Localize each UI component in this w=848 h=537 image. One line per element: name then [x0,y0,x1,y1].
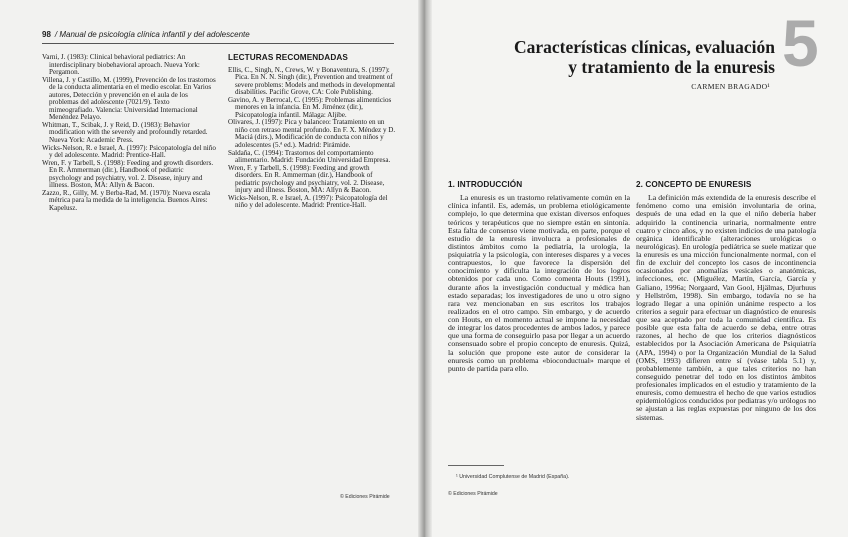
body-column-1 [448,181,630,373]
reading-item: Saldaña, C. (1994): Trastornos del comportamiento alimentario. Madrid: Fundación Universidad Empresa. [228,148,391,165]
reference-item: Wren, F. y Tarbell, S. (1998): Feeding and growth disorders. En R. Ammerman (dir.), Handbook of pediatric psychology and psychiatry, vol. 2. Disease, injury and illness. Boston, MA: Allyn & Bacon. [42,158,214,190]
section-1-heading: 1. INTRODUCCIÓN [448,180,523,189]
running-head [42,30,250,39]
chapter-number: 5 [782,6,819,80]
page-number: 98 [42,30,51,39]
reading-item: Ellis, C., Singh, N., Crews, W. y Bonaventura, S. (1997): Pica. En N. N. Singh (dir.), Prevention and treatment of severe problems: Models and methods in developmental disabilities. Pacific Grove, CA: Cole Publishing. [228,65,395,97]
section-2-paragraph: La definición más extendida de la enuresis describe el fenómeno como una emisión involuntaria de orina, después de una edad en la que el niño debería haber adquirido la continencia urinaria, normalmente entre cuatro y cinco años, y no existen indicios de una patología orgánica identificable (alteraciones urológicas o neurológicas). En urología pediátrica se suele matizar que la enuresis es una micción funcionalmente normal, con el fin de excluir del concepto los casos de incontinencia ocasionados por anomalías vesicales o anatómicas, infecciones, etc. (Miguélez, Martín, García, García y Galiano, 1996a; Norgaard, Van Gool, Hjälmas, Djurhuus y Hellström, 1998). Sin embargo, todavía no se ha logrado llegar a una opinión unánime respecto a los criterios a seguir para efectuar un diagnóstico de enuresis que sea aceptado por toda la comunidad científica. Es posible que esta falta de acuerdo se deba, entre otras razones, al hecho de que los criterios diagnósticos establecidos por la Asociación Americana de Psiquiatría (APA, 1994) o por la Organización Mundial de la Salud (OMS, 1993) difieren entre sí (véase tabla 5.1) y, probablemente también, a que tales criterios no han conseguido penetrar del todo en los distintos ámbitos profesionales implicados en el estudio y tratamiento de la enuresis, como demuestra el hecho de que varios estudios epidemiológicos conducidos por pediatras y/o urólogos no se ajustan a las reglas expuestas por ninguno de los dos sistemas. [636,193,816,422]
reference-item: Villena, J. y Castillo, M. (1999), Prevención de los trastornos de la conducta alimentaria en el medio escolar. En Varios autores, Detección y prevención en el aula de los problemas del adolescente (7021/9). Texto mimeografiado. Valencia: Universidad Internacional Menéndez Pelayo. [42,75,216,122]
body-column-2 [636,181,816,422]
footnote: ¹ Universidad Complutense de Madrid (España). [456,474,570,480]
section-1-paragraph: La enuresis es un trastorno relativamente común en la clínica infantil. Es, además, un problema etiológicamente complejo, lo que determina que existan diversos enfoques teóricos y terapéuticos que no siempre están en sintonía. Esta falta de consenso viene motivada, en parte, porque el estudio de la enuresis involucra a profesionales de distintos ámbitos como la pediatría, la urología, la psiquiatría y la psicología, con intereses dispares y a veces contrapuestos, lo que favorece la dispersión del conocimiento y dificulta la integración de los logros obtenidos por cada uno. Como comenta Houts (1991), durante años la investigación conductual y médica han estado separadas; los investigadores de uno u otro signo rara vez mencionaban en sus escritos los trabajos realizados en el otro campo. Sin embargo, y de acuerdo con Houts, en el momento actual se impone la necesidad de integrar los datos procedentes de ambos lados, y parece que una forma de conseguirlo pasa por llegar a un acuerdo consensuado sobre el propio concepto de enuresis. Quizá, la solución que propone este autor de considerar la enuresis como un problema «bioconductual» marque el punto de partida para ello. [448,193,630,373]
running-title: / Manual de psicología clínica infantil y del adolescente [54,30,250,39]
footnote-rule [448,465,504,466]
reference-item: Zazzo, R., Gilly, M. y Berba-Rad, M. (1970): Nueva escala métrica para la medida de la inteligencia. Buenos Aires: Kapelusz. [42,188,211,212]
header-rule [42,43,394,44]
publisher-mark-right: © Ediciones Pirámide [448,491,498,497]
publisher-mark-left: © Ediciones Pirámide [340,494,390,500]
chapter-title-line-1: Características clínicas, evaluación [514,37,775,57]
chapter-title [514,37,775,77]
references-column-2 [228,54,396,210]
reading-item: Wicks-Nelson, R. e Israel, A. (1997): Psicopatología del niño y del adolescente. Madrid: Prentice-Hall. [228,193,388,210]
reading-item: Olivares, J. (1997): Pica y balanceo: Tratamiento en un niño con retraso mental profundo. En F. X. Méndez y D. Maciá (dirs.), Modificación de conducta con niños y adolescentes (5.ª ed.). Madrid: Pirámide. [228,118,396,150]
chapter-title-line-2: y tratamiento de la enuresis [568,57,775,77]
chapter-author: CARMEN BRAGADO¹ [691,82,770,91]
reference-item: Wicks-Nelson, R. e Israel, A. (1997): Psicopatología del niño y del adolescente. Madrid: Prentice-Hall. [42,143,216,160]
section-2-heading: 2. CONCEPTO DE ENURESIS [636,180,752,189]
reading-item: Gavino, A. y Berrocal, C. (1995): Problemas alimenticios menores en la infancia. En M. Jiménez (dir.), Psicopatología infantil. Málaga: Aljibe. [228,95,392,119]
reference-item: Varni, J. (1983): Clinical behavioral pediatrics: An interdisciplinary biobehavioral aproach. Nueva York: Pergamon. [42,53,200,77]
reference-item: Whitman, T., Scibak, J. y Reid, D. (1983): Behavior modification with the severely and profoundly retarded. Nueva York: Academic Press. [42,120,208,145]
right-page [426,0,848,537]
references-column-1 [42,54,216,212]
readings-heading: LECTURAS RECOMENDADAS [228,53,348,62]
reading-item: Wren, F. y Tarbell, S. (1998): Feeding and growth disorders. En R. Ammerman (dir.), Handbook of pediatric psychology and psychiatry, vol. 2. Disease, injury and illness. Boston, MA: Allyn & Bacon. [228,163,385,195]
book-gutter [418,0,432,537]
